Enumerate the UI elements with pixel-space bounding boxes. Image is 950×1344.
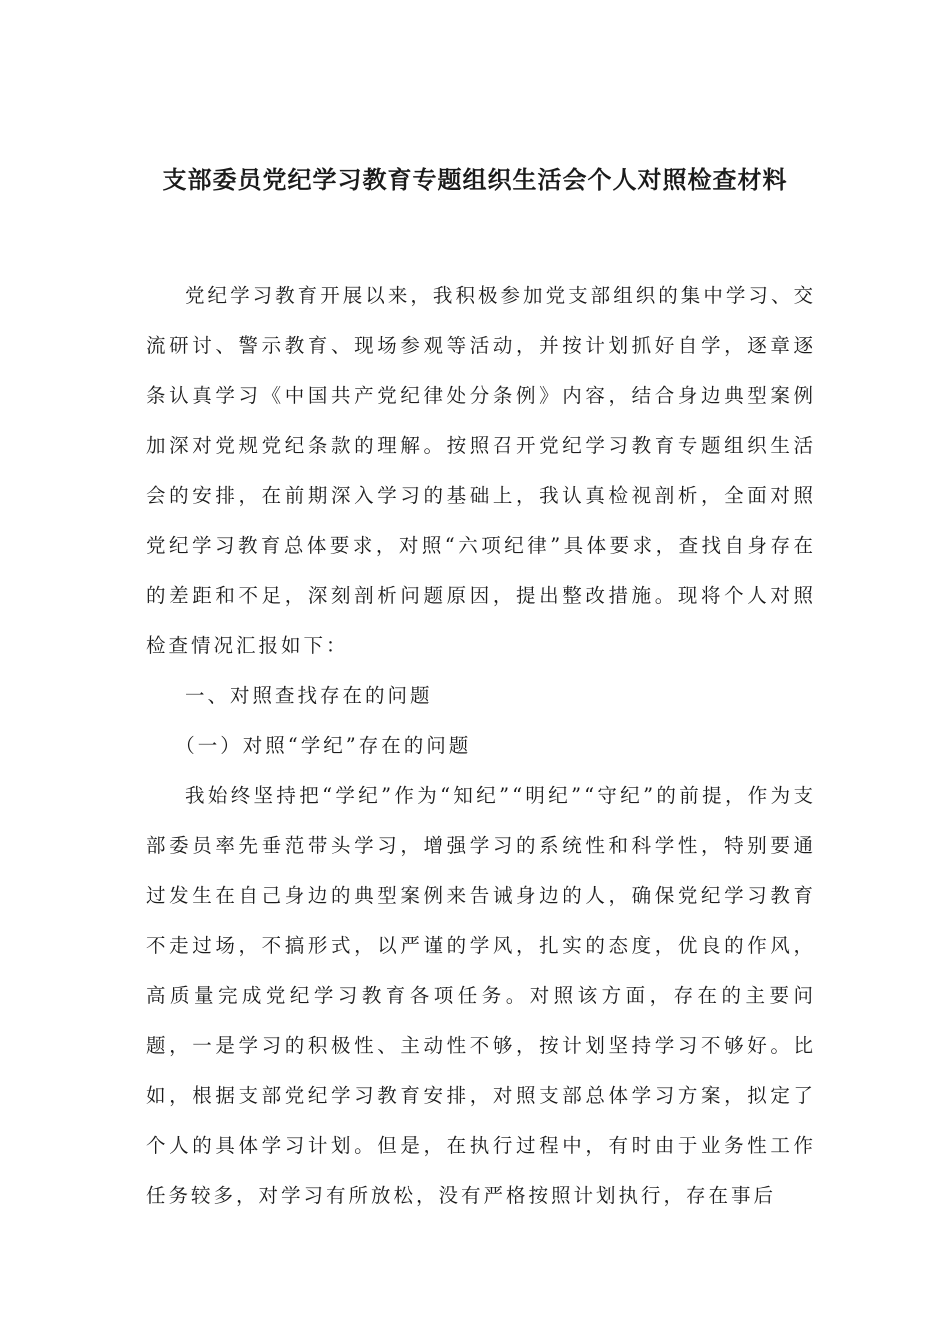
subsection-heading: （一）对照“学纪”存在的问题: [175, 734, 472, 757]
body-paragraph: 我始终坚持把“学纪”作为“知纪”“明纪”“守纪”的前提，作为支部委员率先垂范带头学习，增强学习的系统性和科学性，特别要通过发生在自己身边的典型案例来告诫身边的人，确保党纪学习教育不走过场，不搞形式，以严谨的学风，扎实的态度，优良的作风，高质量完成党纪学习教育各项任务。对照该方面，存在的主要问题，一是学习的积极性、主动性不够，按计划坚持学习不够好。比如，根据支部党纪学习教育安排，对照支部总体学习方案，拟定了个人的具体学习计划。但是，在执行过程中，有时由于业务性工作任务较多，对学习有所放松，没有严格按照计划执行，存在事后: [146, 784, 816, 1207]
intro-paragraph: 党纪学习教育开展以来，我积极参加党支部组织的集中学习、交流研讨、警示教育、现场参观等活动，并按计划抓好自学，逐章逐条认真学习《中国共产党纪律处分条例》内容，结合身边典型案例加深对党规党纪条款的理解。按照召开党纪学习教育专题组织生活会的安排，在前期深入学习的基础上，我认真检视剖析，全面对照党纪学习教育总体要求，对照“六项纪律”具体要求，查找自身存在的差距和不足，深刻剖析问题原因，提出整改措施。现将个人对照检查情况汇报如下：: [146, 284, 816, 657]
document-body: [146, 271, 816, 1221]
document-title: 支部委员党纪学习教育专题组织生活会个人对照检查材料: [162, 165, 788, 194]
section-heading: 一、对照查找存在的问题: [185, 684, 433, 707]
